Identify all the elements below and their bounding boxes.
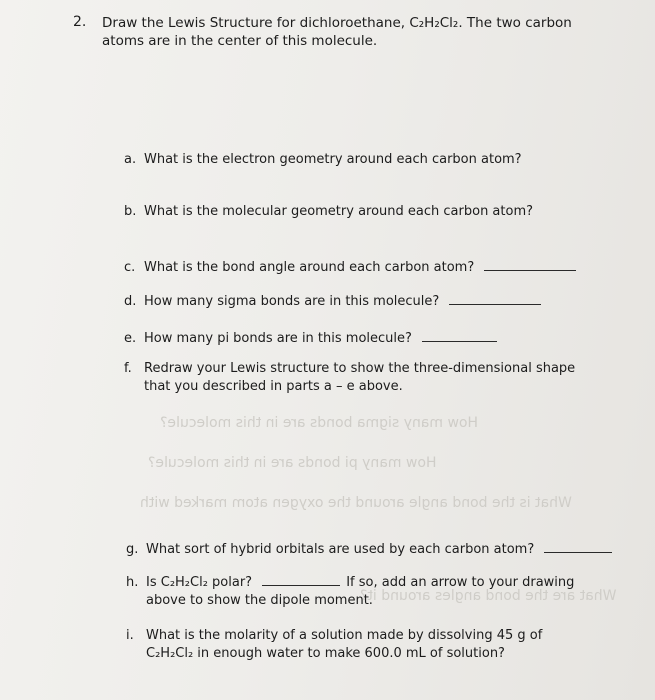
part-label: e.: [124, 331, 137, 346]
part-b: [124, 203, 533, 221]
question-number: 2.: [73, 14, 87, 30]
answer-blank[interactable]: [262, 573, 340, 586]
part-h: [126, 573, 574, 610]
answer-blank[interactable]: [422, 329, 497, 342]
part-text-line2: above to show the dipole moment.: [146, 593, 373, 608]
part-d: [124, 292, 541, 311]
part-label: d.: [124, 294, 137, 309]
bleed-through-text: How many sigma bonds are in this molecule?: [160, 415, 479, 431]
bleed-through-text: How many pi bonds are in this molecule?: [148, 455, 437, 471]
part-a: [124, 151, 522, 169]
question-prompt: [102, 14, 622, 50]
part-e: [124, 329, 497, 348]
part-text: How many pi bonds are in this molecule?: [144, 331, 412, 346]
part-text-after: If so, add an arrow to your drawing: [346, 575, 575, 590]
part-text-line2: C₂H₂Cl₂ in enough water to make 600.0 mL of solution?: [146, 646, 505, 661]
answer-blank[interactable]: [544, 540, 612, 553]
part-text-line2: that you described in parts a – e above.: [144, 379, 403, 394]
part-text: How many sigma bonds are in this molecule?: [144, 294, 440, 309]
answer-blank[interactable]: [484, 258, 576, 271]
part-g: [126, 540, 612, 559]
part-label: c.: [124, 260, 136, 275]
part-text: What is the molecular geometry around each carbon atom?: [144, 204, 534, 219]
part-label: f.: [124, 361, 132, 376]
bleed-through-text: What are the bond angles around it?: [360, 588, 617, 604]
part-text-line1: What is the molarity of a solution made by dissolving 45 g of: [146, 628, 543, 643]
part-text: What is the bond angle around each carbon atom?: [144, 260, 475, 275]
answer-blank[interactable]: [449, 292, 541, 305]
part-label: a.: [124, 152, 137, 167]
question-prompt-line2: atoms are in the center of this molecule.: [102, 33, 378, 49]
part-f: [124, 360, 575, 396]
part-c: [124, 258, 576, 277]
part-label: h.: [126, 575, 139, 590]
part-text: Is C₂H₂Cl₂ polar?: [146, 575, 253, 590]
part-label: i.: [126, 628, 134, 643]
part-i: [126, 627, 542, 663]
bleed-through-text: What is the bond angle around the oxygen atom marked with: [140, 495, 572, 511]
part-text: What sort of hybrid orbitals are used by each carbon atom?: [146, 542, 535, 557]
part-text: What is the electron geometry around each carbon atom?: [144, 152, 522, 167]
question-prompt-line1: Draw the Lewis Structure for dichloroethane, C₂H₂Cl₂. The two carbon: [102, 15, 572, 31]
part-label: b.: [124, 204, 137, 219]
part-text-line1: Redraw your Lewis structure to show the three-dimensional shape: [144, 361, 576, 376]
part-label: g.: [126, 542, 139, 557]
